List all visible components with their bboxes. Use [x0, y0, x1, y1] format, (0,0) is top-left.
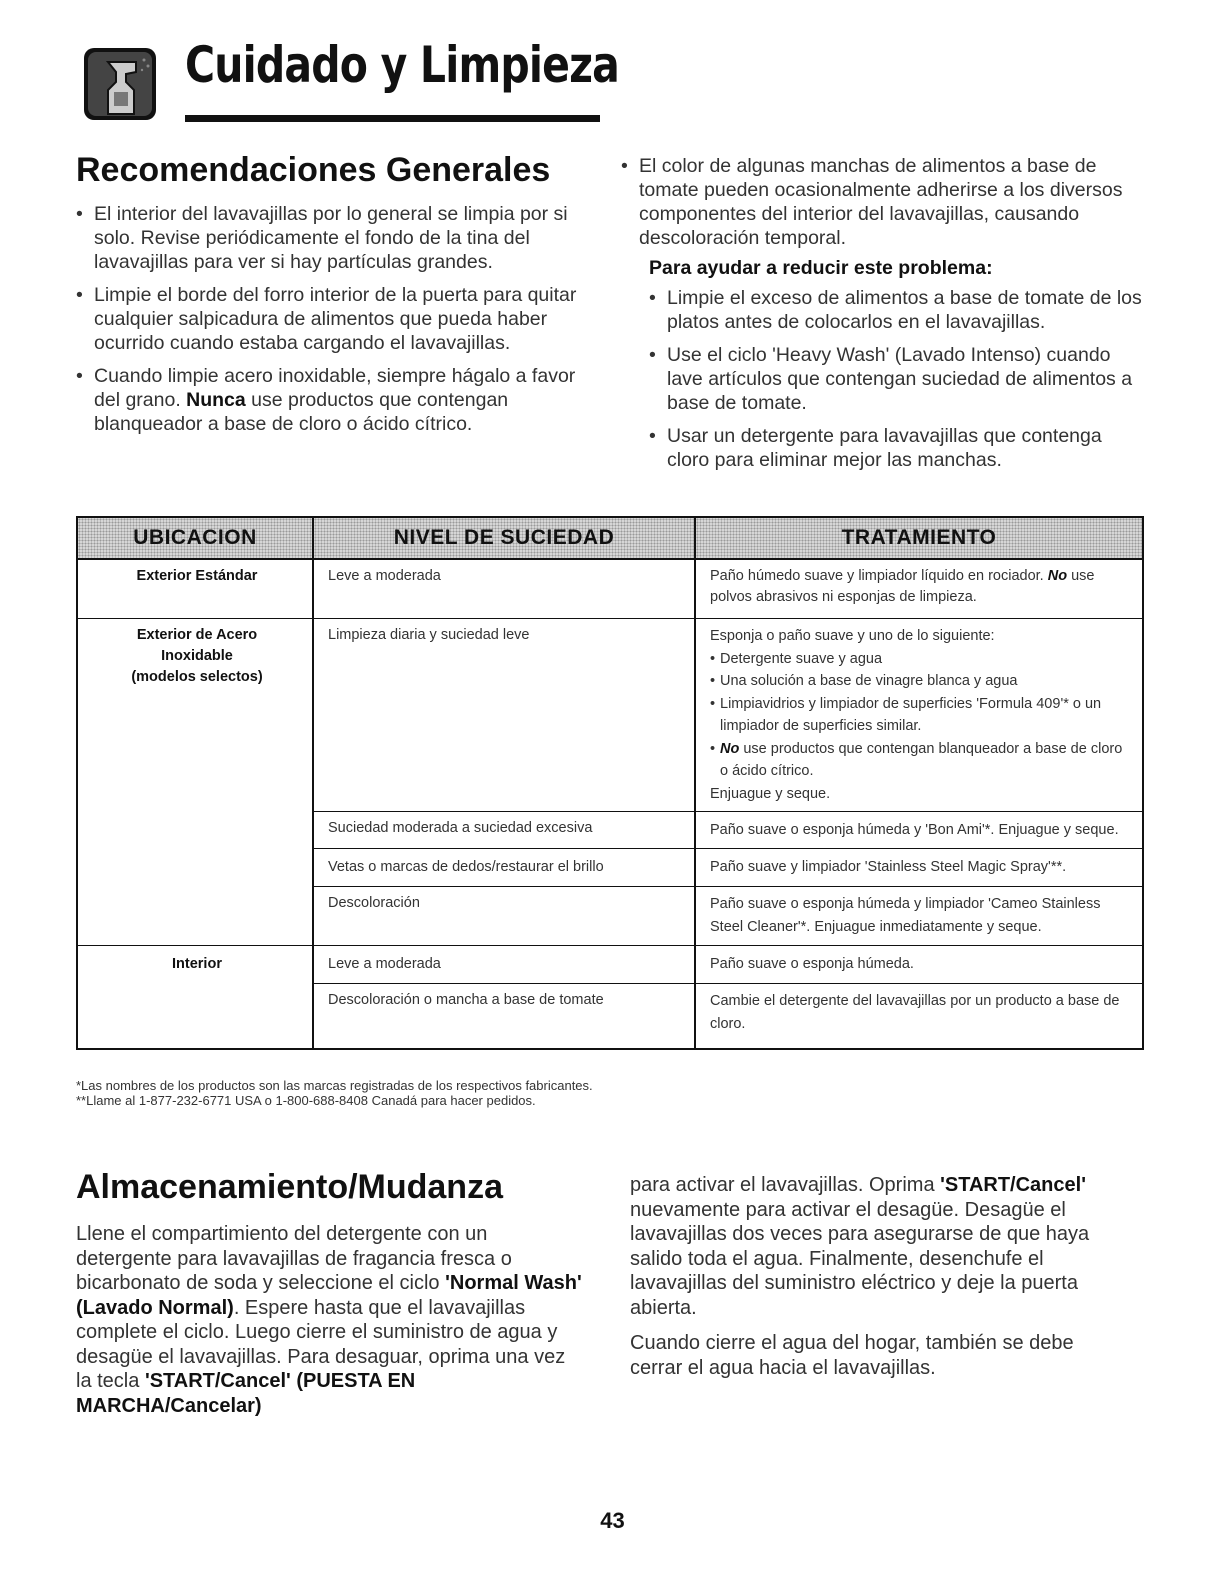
list-item: • Use el ciclo 'Heavy Wash' (Lavado Intenso) cuando lave artículos que contengan suciedad de alimentos a base de tomate.: [649, 343, 1146, 415]
subheading-reduce-problem: Para ayudar a reducir este problema:: [649, 257, 993, 279]
list-item: • Limpie el exceso de alimentos a base de tomate de los platos antes de colocarlos en el lavavajillas.: [649, 286, 1146, 334]
column-header-soil-level: NIVEL DE SUCIEDAD: [313, 517, 695, 559]
table-cell-level: Limpieza diaria y suciedad leve: [313, 619, 695, 812]
table-cell-treatment: Cambie el detergente del lavavajillas por un producto a base de cloro.: [695, 984, 1143, 1050]
table-cell-level: Descoloración: [313, 887, 695, 946]
table-cell-treatment: Paño suave o esponja húmeda y 'Bon Ami'*. Enjuague y seque.: [695, 812, 1143, 849]
section-heading-storage: Almacenamiento/Mudanza: [76, 1168, 503, 1206]
table-cell-level: Vetas o marcas de dedos/restaurar el brillo: [313, 849, 695, 887]
table-cell-treatment: Paño suave o esponja húmeda.: [695, 946, 1143, 984]
storage-paragraph-2: Cuando cierre el agua del hogar, también se debe cerrar el agua hacia el lavavajillas.: [630, 1332, 1074, 1379]
table-row: [77, 946, 1143, 984]
table-cell-location: Exterior Estándar: [77, 559, 313, 619]
list-item: • Limpie el borde del forro interior de la puerta para quitar cualquier salpicadura de alimentos que pueda haber ocurrido cuando estaba cargando el lavavajillas.: [76, 283, 596, 355]
table-cell-level: Descoloración o mancha a base de tomate: [313, 984, 695, 1050]
column-header-treatment: TRATAMIENTO: [695, 517, 1143, 559]
footnote: *Las nombres de los productos son las marcas registradas de los respectivos fabricantes.: [76, 1078, 593, 1093]
list-item: • Cuando limpie acero inoxidable, siempre hágalo a favor del grano. Nunca use productos que contengan blanqueador a base de cloro o ácido cítrico.: [76, 364, 596, 436]
list-item: • El color de algunas manchas de alimentos a base de tomate pueden ocasionalmente adherirse a los diversos componentes del interior del lavavajillas, causando descoloración temporal.: [621, 154, 1146, 250]
table-cell-treatment: Paño suave y limpiador 'Stainless Steel Magic Spray'**.: [695, 849, 1143, 887]
table-cell-treatment: Paño húmedo suave y limpiador líquido en rociador. No use polvos abrasivos ni esponjas de limpieza.: [695, 559, 1143, 619]
section-heading-general: Recomendaciones Generales: [76, 151, 551, 189]
table-cell-location: Exterior de Acero Inoxidable (modelos selectos): [77, 619, 313, 946]
list-item: • Usar un detergente para lavavajillas que contenga cloro para eliminar mejor las manchas.: [649, 424, 1146, 472]
table-footnotes: [76, 1078, 593, 1108]
storage-paragraph-continued: para activar el lavavajillas. Oprima 'START/Cancel' nuevamente para activar el desagüe. Desagüe el lavavajillas dos veces para asegurarse de que haya salido toda el agua. Finalmente, desenchufe el lavavajillas del suministro eléctrico y deje la puerta abierta.: [630, 1174, 1090, 1319]
page-number: 43: [600, 1508, 625, 1533]
cleaning-table: [76, 516, 1144, 1050]
general-left-column: [76, 202, 596, 445]
table-cell-level: Suciedad moderada a suciedad excesiva: [313, 812, 695, 849]
table-cell-treatment: Paño suave o esponja húmeda y limpiador 'Cameo Stainless Steel Cleaner'*. Enjuague inmediatamente y seque.: [695, 887, 1143, 946]
general-right-column: [621, 154, 1146, 481]
table-row: [77, 559, 1143, 619]
spray-bottle-icon: [78, 42, 162, 126]
page-title: Cuidado y Limpieza: [185, 36, 620, 94]
table-cell-location: Interior: [77, 946, 313, 1050]
storage-left-column: [76, 1222, 586, 1418]
title-underline: [185, 115, 600, 122]
storage-paragraph: Llene el compartimiento del detergente con un detergente para lavavajillas de fragancia fresca o bicarbonato de soda y seleccione el ciclo 'Normal Wash' (Lavado Normal). Espere hasta que el lavavajillas complete el ciclo. Luego cierre el suministro de agua y desagüe el lavavajillas. Para desaguar, oprima una vez la tecla 'START/Cancel' (PUESTA EN MARCHA/Cancelar): [76, 1223, 582, 1417]
column-header-location: UBICACION: [77, 517, 313, 559]
table-cell-treatment: Esponja o paño suave y uno de lo siguiente: • Detergente suave y agua • Una solución a base de vinagre blanca y agua • Limpiavidrios y limpiador de superficies 'Formula 409'* o un limpiador de superficies similar. • No use productos que contengan blanqueador a base de cloro o ácido cítrico. Enjuague y seque.: [695, 619, 1143, 812]
footnote: **Llame al 1-877-232-6771 USA o 1-800-688-8408 Canadá para hacer pedidos.: [76, 1093, 536, 1108]
list-item: • El interior del lavavajillas por lo general se limpia por si solo. Revise periódicamente el fondo de la tina del lavavajillas para ver si hay partículas grandes.: [76, 202, 596, 274]
storage-right-column: [630, 1173, 1130, 1380]
table-cell-level: Leve a moderada: [313, 559, 695, 619]
table-cell-level: Leve a moderada: [313, 946, 695, 984]
table-row: [77, 619, 1143, 812]
